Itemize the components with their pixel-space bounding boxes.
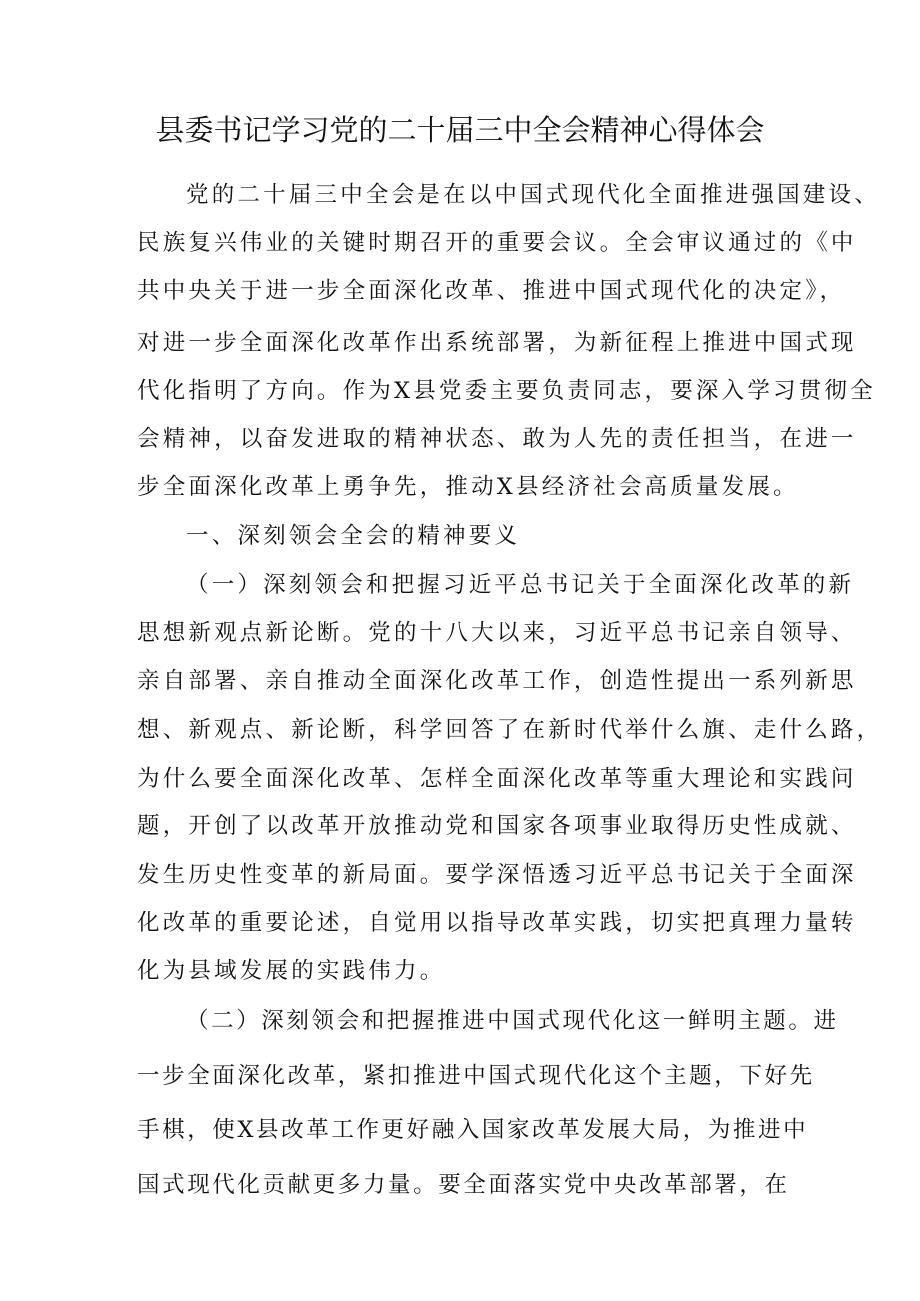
sub1-line: 想、新观点、新论断，科学回答了在新时代举什么旗、走什么路， [137,717,883,743]
sub2-line: 国式现代化贡献更多力量。要全面落实党中央改革部署，在 [137,1172,790,1198]
sub1-line: 发生历史性变革的新局面。要学深悟透习近平总书记关于全面深 [137,862,857,888]
sub2-line: 一步全面深化改革，紧扣推进中国式现代化这个主题，下好先 [137,1063,815,1089]
intro-line: 代化指明了方向。作为X县党委主要负责同志，要深入学习贯彻全 [137,378,876,404]
intro-line: 会精神，以奋发进取的精神状态、敢为人先的责任担当，在进一 [137,426,857,452]
document-title: 县委书记学习党的二十届三中全会精神心得体会 [155,113,765,147]
sub2-line: （二）深刻领会和把握推进中国式现代化这一鲜明主题。进 [186,1008,839,1034]
sub1-line: 化改革的重要论述，自觉用以指导改革实践，切实把真理力量转 [137,910,857,936]
intro-line: 对进一步全面深化改革作出系统部署，为新征程上推进中国式现 [137,330,857,356]
sub1-line: 题，开创了以改革开放推动党和国家各项事业取得历史性成就、 [137,813,857,839]
sub1-line: 思想新观点新论断。党的十八大以来，习近平总书记亲自领导、 [137,620,857,646]
sub1-line: （一）深刻领会和把握习近平总书记关于全面深化改革的新 [186,572,855,598]
sub1-line: 亲自部署、亲自推动全面深化改革工作，创造性提出一系列新思 [137,668,857,694]
sub2-line: 手棋，使X县改革工作更好融入国家改革发展大局，为推进中 [137,1117,809,1143]
intro-line: 共中央关于进一步全面深化改革、推进中国式现代化的决定》， [137,278,846,304]
sub1-line: 化为县域发展的实践伟力。 [137,958,446,984]
sub1-line: 为什么要全面深化改革、怎样全面深化改革等重大理论和实践问 [137,766,857,792]
intro-line: 步全面深化改革上勇争先，推动X县经济社会高质量发展。 [137,474,799,500]
section-heading: 一、深刻领会全会的精神要义 [186,523,521,549]
intro-line: 党的二十届三中全会是在以中国式现代化全面推进强国建设、 [186,182,880,208]
intro-line: 民族复兴伟业的关键时期召开的重要会议。全会审议通过的《中 [137,230,857,256]
